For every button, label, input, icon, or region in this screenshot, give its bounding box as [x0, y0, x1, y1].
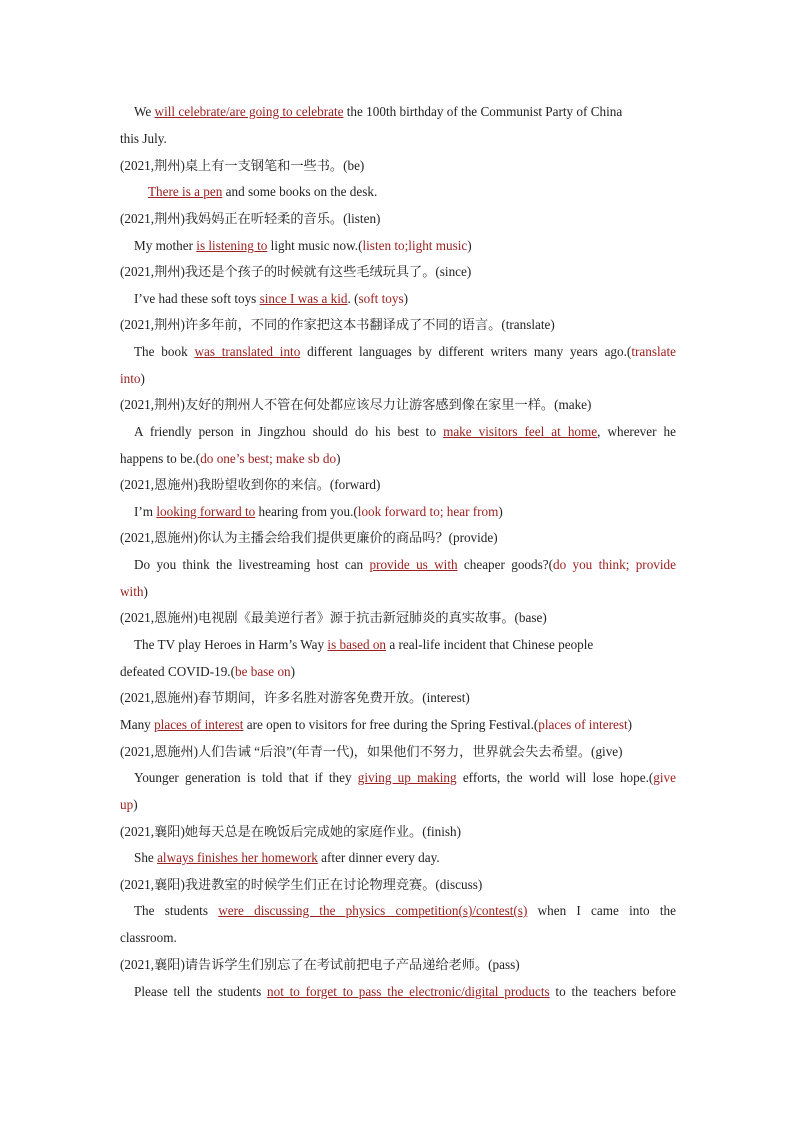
answer-blank: is listening to: [196, 238, 268, 253]
question-line: [120, 740, 676, 764]
answer-blank: There is a pen: [148, 184, 223, 199]
answer-line: [120, 660, 676, 684]
text-segment: Please tell the students: [134, 984, 267, 999]
text-segment: ): [133, 797, 138, 812]
answer-line: [120, 633, 676, 657]
question-line: [120, 526, 676, 550]
text-segment: ): [140, 371, 145, 386]
text-segment: classroom.: [120, 930, 177, 945]
answer-blank: were discussing the physics competition(s)/contest(s): [218, 903, 528, 918]
text-line: [120, 100, 676, 124]
text-segment: I’ve had these soft toys: [134, 291, 260, 306]
answer-blank: provide us with: [369, 557, 458, 572]
text-segment: (2021,恩施州)人们告诫 “后浪”(年青一代)，如果他们不努力，世界就会失去希望。(give): [120, 744, 623, 759]
question-line: [120, 820, 676, 844]
text-segment: this July.: [120, 131, 167, 146]
answer-line: [120, 500, 676, 524]
text-segment: (2021,荆州)许多年前，不同的作家把这本书翻译成了不同的语言。(translate): [120, 317, 555, 332]
text-segment: A friendly person in Jingzhou should do his best to: [134, 424, 444, 439]
question-line: [120, 207, 676, 231]
text-segment: a real-life incident that Chinese people: [386, 637, 594, 652]
text-segment: hearing from you.(: [255, 504, 358, 519]
text-segment: (2021,襄阳)请告诉学生们别忘了在考试前把电子产品递给老师。(pass): [120, 957, 520, 972]
answer-blank: will celebrate/are going to celebrate: [154, 104, 344, 119]
text-segment: Many: [120, 717, 155, 732]
text-segment: ): [467, 238, 472, 253]
text-segment: when I came into the: [527, 903, 677, 918]
text-segment: are open to visitors for free during the Spring Festival.(: [243, 717, 539, 732]
text-segment: (2021,襄阳)我进教室的时候学生们正在讨论物理竞赛。(discuss): [120, 877, 483, 892]
text-segment: (2021,荆州)我妈妈正在听轻柔的音乐。(listen): [120, 211, 381, 226]
text-segment: I’m: [134, 504, 157, 519]
answer-blank: make visitors feel at home: [443, 424, 598, 439]
answer-note: soft toys: [358, 291, 404, 306]
answer-line: [120, 926, 676, 950]
text-segment: (2021,恩施州)你认为主播会给我们提供更廉价的商品吗？(provide): [120, 530, 498, 545]
text-segment: different languages by different writers many years ago.(: [300, 344, 632, 359]
answer-line: [120, 340, 676, 364]
text-segment: The TV play Heroes in Harm’s Way: [134, 637, 328, 652]
answer-note: look forward to; hear from: [357, 504, 499, 519]
answer-line: [120, 287, 676, 311]
answer-line: [120, 420, 676, 444]
text-segment: (2021,襄阳)她每天总是在晚饭后完成她的家庭作业。(finish): [120, 824, 462, 839]
text-segment: Do you think the livestreaming host can: [134, 557, 370, 572]
text-segment: (2021,恩施州)春节期间，许多名胜对游客免费开放。(interest): [120, 690, 470, 705]
answer-line: [120, 553, 676, 577]
text-segment: (2021,恩施州)电视剧《最美逆行者》源于抗击新冠肺炎的真实故事。(base): [120, 610, 547, 625]
question-line: [120, 260, 676, 284]
text-segment: cheaper goods?(: [457, 557, 553, 572]
answer-blank: not to forget to pass the electronic/digital products: [267, 984, 550, 999]
text-segment: (2021,荆州)桌上有一支钢笔和一些书。(be): [120, 158, 365, 173]
text-segment: efforts, the world will lose hope.(: [456, 770, 654, 785]
text-segment: ): [403, 291, 408, 306]
answer-note: into: [120, 371, 141, 386]
text-segment: , wherever he: [597, 424, 676, 439]
text-segment: We: [134, 104, 155, 119]
text-segment: happens to be.(: [120, 451, 201, 466]
answer-blank: looking forward to: [156, 504, 256, 519]
answer-note: places of interest: [538, 717, 628, 732]
text-segment: (2021,荆州)我还是个孩子的时候就有这些毛绒玩具了。(since): [120, 264, 472, 279]
text-segment: . (: [347, 291, 359, 306]
answer-line: [120, 766, 676, 790]
answer-line: [120, 793, 676, 817]
answer-blank: always finishes her homework: [157, 850, 318, 865]
text-segment: to the teachers before: [549, 984, 677, 999]
text-segment: ): [336, 451, 341, 466]
text-segment: after dinner every day.: [317, 850, 440, 865]
answer-line: [120, 980, 676, 1004]
question-line: [120, 606, 676, 630]
question-line: [120, 154, 676, 178]
answer-line: [120, 447, 676, 471]
question-line: [120, 873, 676, 897]
text-segment: the 100th birthday of the Communist Party of China: [343, 104, 623, 119]
text-segment: ): [627, 717, 633, 732]
text-segment: My mother: [134, 238, 197, 253]
text-segment: ): [290, 664, 296, 679]
text-segment: light music now.(: [267, 238, 363, 253]
text-segment: (2021,荆州)友好的荆州人不管在何处都应该尽力让游客感到像在家里一样。(make): [120, 397, 592, 412]
answer-note: with: [120, 584, 144, 599]
answer-line: [120, 367, 676, 391]
answer-note: up: [120, 797, 134, 812]
answer-line: [120, 580, 676, 604]
answer-note: do you think; provide: [552, 557, 676, 572]
answer-line: [120, 180, 676, 204]
text-segment: ): [143, 584, 148, 599]
answer-blank: places of interest: [154, 717, 244, 732]
question-line: [120, 393, 676, 417]
answer-line: [120, 713, 676, 737]
text-segment: ): [498, 504, 503, 519]
answer-note: be base on: [234, 664, 291, 679]
answer-blank: since I was a kid: [259, 291, 348, 306]
answer-note: give: [653, 770, 677, 785]
question-line: [120, 313, 676, 337]
text-segment: She: [134, 850, 158, 865]
answer-blank: is based on: [327, 637, 387, 652]
question-line: [120, 473, 676, 497]
answer-note: translate: [631, 344, 676, 359]
answer-line: [120, 846, 676, 870]
answer-note: listen to;light music: [362, 238, 468, 253]
answer-line: [120, 234, 676, 258]
question-line: [120, 953, 676, 977]
text-line: [120, 127, 676, 151]
text-segment: (2021,恩施州)我盼望收到你的来信。(forward): [120, 477, 381, 492]
answer-line: [120, 899, 676, 923]
text-segment: defeated COVID-19.(: [120, 664, 235, 679]
answer-blank: giving up making: [357, 770, 457, 785]
text-segment: The book: [134, 344, 195, 359]
text-segment: The students: [134, 903, 219, 918]
answer-note: do one’s best; make sb do: [200, 451, 337, 466]
text-segment: Younger generation is told that if they: [134, 770, 358, 785]
answer-blank: was translated into: [194, 344, 301, 359]
text-segment: and some books on the desk.: [222, 184, 378, 199]
question-line: [120, 686, 676, 710]
